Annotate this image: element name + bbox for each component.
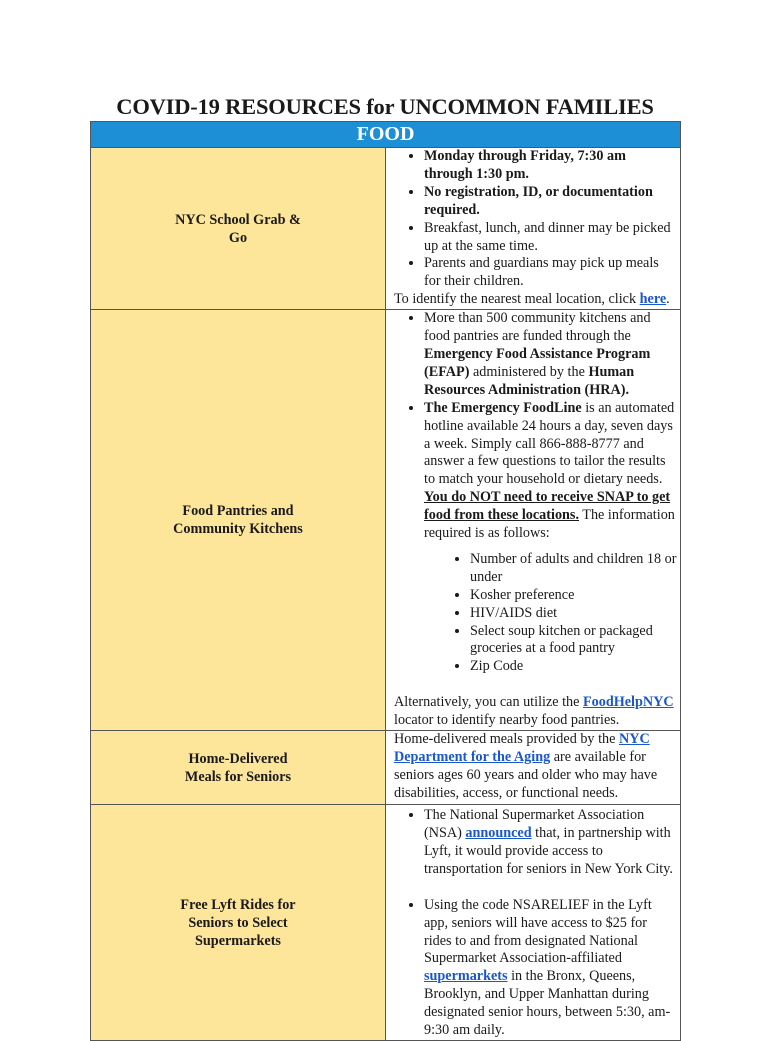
content-cell <box>386 148 681 310</box>
supermarkets-link[interactable]: supermarkets <box>424 968 508 985</box>
section-header: FOOD <box>91 122 681 148</box>
category-cell <box>91 148 386 310</box>
list-item: • The National Supermarket Association (NSA) announced that, in partnership with Lyft, it would provide access to transportation for seniors in New York City. <box>424 807 678 879</box>
list-item: • No registration, ID, or documentation required. <box>424 184 678 220</box>
content-cell <box>386 731 681 805</box>
announced-link[interactable]: announced <box>465 825 532 841</box>
nyc-aging-link[interactable]: NYC Department for the Aging <box>394 731 650 765</box>
section-header-row <box>91 122 681 148</box>
list-item: • The Emergency FoodLine is an automated hotline available 24 hours a day, seven days a week. Simply call 866-888-8777 and answer a few questions to tailor the results to match your household or dietary needs. You do NOT need to receive SNAP to get food from these locations. The information required is as follows: <box>424 400 678 543</box>
foodhelp-note: Alternatively, you can utilize the FoodHelpNYC locator to identify nearby food pantries. <box>394 694 674 729</box>
table-row <box>91 310 681 731</box>
list-item: • Monday through Friday, 7:30 am through 1:30 pm. <box>424 148 678 184</box>
category-label: Free Lyft Rides for Seniors to Select Supermarkets <box>180 896 296 949</box>
meal-location-note: To identify the nearest meal location, click here. <box>394 291 670 308</box>
list-item: • Select soup kitchen or packaged groceries at a food pantry <box>470 623 678 659</box>
list-item: • Using the code NSARELIEF in the Lyft app, seniors will have access to $25 for rides to and from designated National Supermarket Association-affiliated supermarkets in the Bronx, Queens, Brooklyn, and Upper Manhattan during designated senior hours, between 5:30, am-9:30 am daily. <box>424 897 678 1040</box>
category-cell <box>91 731 386 805</box>
resources-table <box>90 121 681 1041</box>
table-row <box>91 731 681 805</box>
category-label: Food Pantries and Community Kitchens <box>173 503 303 538</box>
home-meals-text: Home-delivered meals provided by the NYC Department for the Aging are available for seniors ages 60 years and older who may have disabilities, access, or functional needs. <box>394 731 658 801</box>
list-item: • More than 500 community kitchens and food pantries are funded through the Emergency Food Assistance Program (EFAP) administered by the Human Resources Administration (HRA). <box>424 310 678 400</box>
list-item: • Parents and guardians may pick up meals for their children. <box>424 255 678 291</box>
list-item: • Breakfast, lunch, and dinner may be picked up at the same time. <box>424 220 678 256</box>
category-label: Home-Delivered Meals for Seniors <box>184 750 292 785</box>
category-label: NYC School Grab & Go <box>175 211 301 246</box>
here-link[interactable]: here <box>639 291 667 308</box>
list-item: • Zip Code <box>470 658 678 676</box>
content-cell <box>386 310 681 731</box>
list-item: • Number of adults and children 18 or under <box>470 551 678 587</box>
content-cell <box>386 805 681 1041</box>
list-item: • Kosher preference <box>470 587 678 605</box>
table-row <box>91 148 681 310</box>
table-row <box>91 805 681 1041</box>
page-title: COVID-19 RESOURCES for UNCOMMON FAMILIES <box>116 94 654 119</box>
foodhelpnyc-link[interactable]: FoodHelpNYC <box>582 694 674 711</box>
category-cell <box>91 310 386 731</box>
list-item: • HIV/AIDS diet <box>470 605 678 623</box>
category-cell <box>91 805 386 1041</box>
